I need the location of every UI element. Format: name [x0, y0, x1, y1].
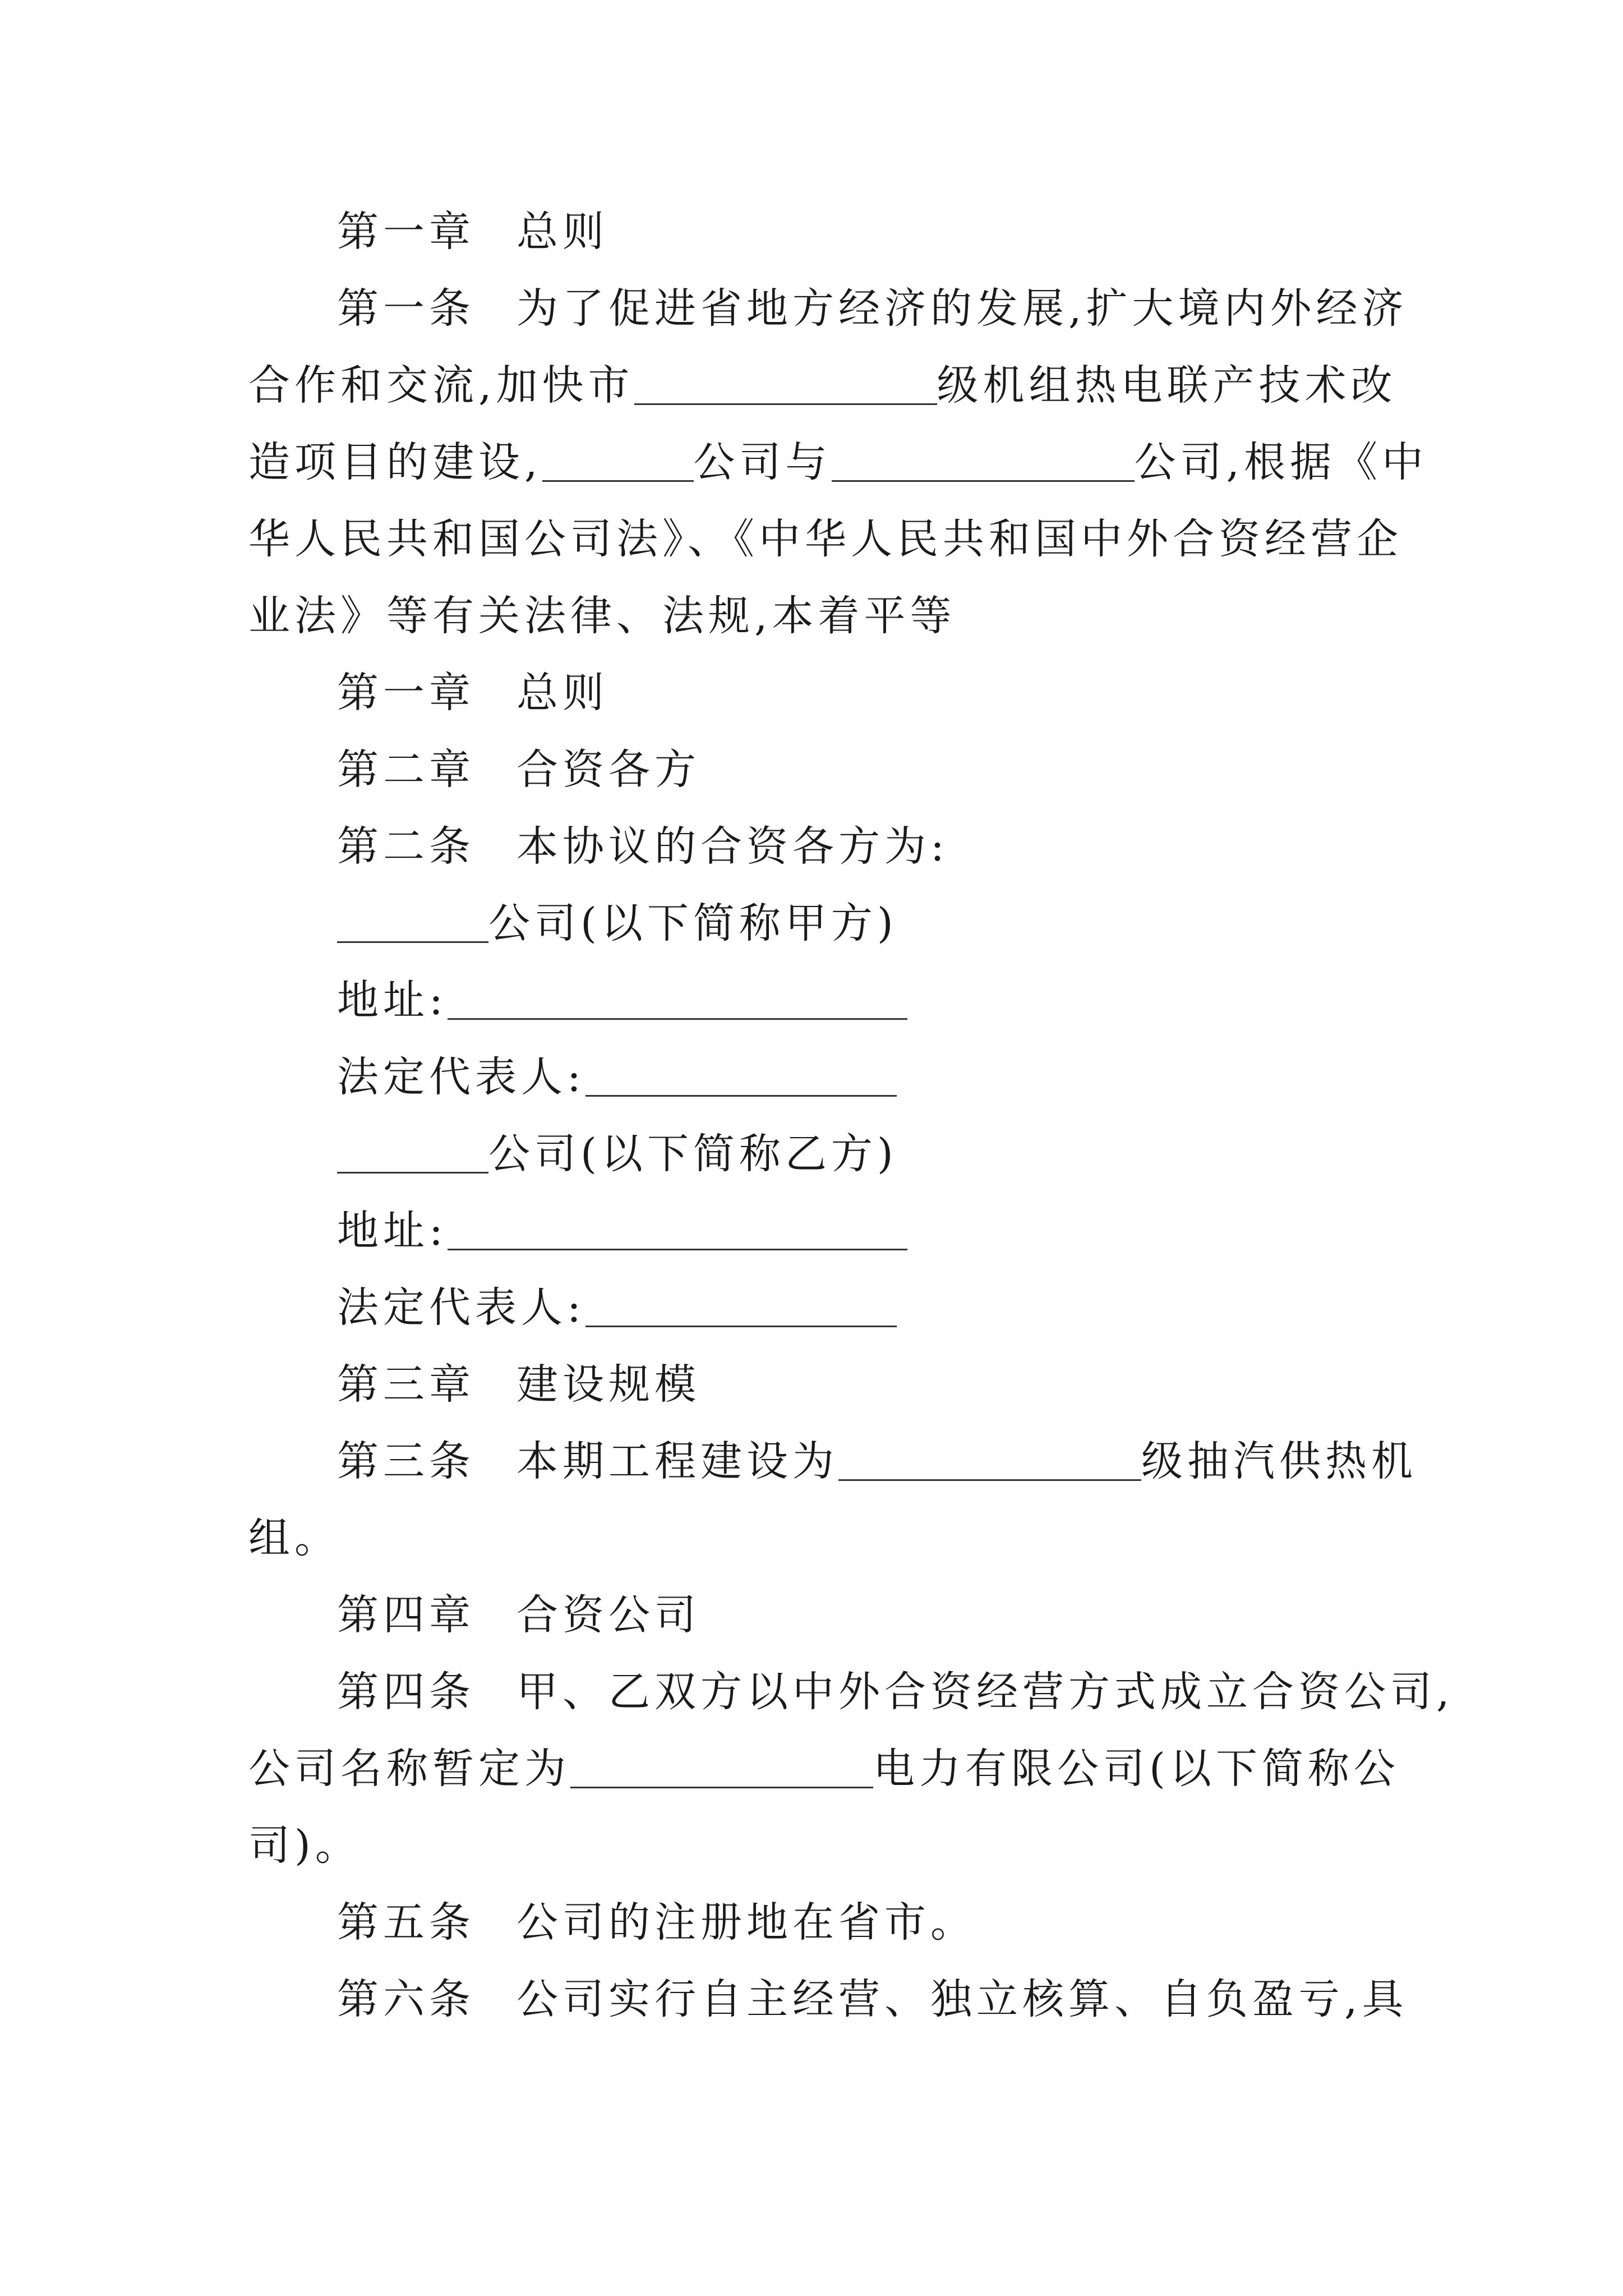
fill-blank[interactable]	[838, 1479, 1141, 1481]
article-text: 公司实行自主经营、独立核算、自负盈亏,具	[517, 1975, 1408, 2023]
chapter-1-heading	[248, 194, 1381, 270]
article-label: 第三条	[337, 1437, 475, 1485]
field-label: 法定代表人:	[337, 1053, 585, 1101]
article-1-line-4	[248, 501, 1403, 578]
article-label: 第二条	[337, 822, 475, 871]
article-3-line-1	[248, 1423, 1417, 1500]
article-text: 甲、乙双方以中外合资经营方式成立合资公司,	[517, 1668, 1454, 1716]
chapter-title: 合资公司	[517, 1591, 700, 1639]
article-label: 第六条	[337, 1975, 475, 2023]
chapter-label: 第二章	[337, 746, 475, 794]
article-text: 司)。	[248, 1821, 361, 1870]
article-text: 造项目的建设,	[248, 438, 542, 486]
party-a-name	[248, 885, 1381, 962]
article-text: 组。	[248, 1514, 340, 1562]
article-4-line-1	[248, 1654, 1454, 1731]
fill-blank[interactable]	[542, 480, 694, 482]
article-4-line-2	[248, 1731, 1400, 1807]
article-6	[248, 1961, 1408, 2038]
article-1-line-1	[248, 270, 1408, 347]
article-text: 为了促进省地方经济的发展,扩大境内外经济	[517, 284, 1408, 333]
chapter-title: 总则	[517, 208, 608, 256]
article-text: 级抽汽供热机	[1141, 1437, 1417, 1485]
article-text: 华人民共和国公司法》、《中华人民共和国中外合资经营企	[248, 515, 1403, 563]
chapter-2-heading	[248, 731, 1381, 808]
article-text: 公司的注册地在省市。	[517, 1898, 976, 1947]
article-text: 本协议的合资各方为:	[517, 822, 949, 871]
fill-blank[interactable]	[337, 941, 488, 943]
fill-blank[interactable]	[832, 480, 1135, 482]
fill-blank[interactable]	[448, 1249, 907, 1250]
chapter-label: 第三章	[337, 1360, 475, 1409]
article-2	[248, 808, 1381, 885]
article-text: 合作和交流,加快市	[248, 361, 634, 409]
party-text: 公司(以下简称甲方)	[488, 899, 898, 947]
fill-blank[interactable]	[585, 1326, 897, 1327]
fill-blank[interactable]	[448, 1018, 907, 1020]
fill-blank[interactable]	[337, 1172, 488, 1174]
chapter-1-heading-repeat	[248, 655, 1381, 731]
fill-blank[interactable]	[585, 1095, 897, 1097]
chapter-label: 第一章	[337, 669, 475, 717]
chapter-title: 建设规模	[517, 1360, 700, 1409]
article-5	[248, 1884, 1381, 1961]
party-a-address	[248, 962, 1381, 1039]
article-text: 公司名称暂定为	[248, 1745, 570, 1793]
field-label: 地址:	[337, 976, 448, 1024]
chapter-4-heading	[248, 1577, 1381, 1654]
fill-blank[interactable]	[570, 1787, 873, 1788]
chapter-title: 总则	[517, 669, 608, 717]
party-b-name	[248, 1116, 1381, 1193]
chapter-label: 第一章	[337, 208, 475, 256]
party-b-address	[248, 1193, 1381, 1269]
field-label: 地址:	[337, 1207, 448, 1255]
chapter-label: 第四章	[337, 1591, 475, 1639]
article-label: 第一条	[337, 284, 475, 333]
article-text: 电力有限公司(以下简称公	[873, 1745, 1400, 1793]
field-label: 法定代表人:	[337, 1283, 585, 1332]
chapter-3-heading	[248, 1346, 1381, 1423]
fill-blank[interactable]	[634, 403, 937, 405]
article-text: 公司与	[693, 438, 832, 486]
article-text: 级机组热电联产技术改	[937, 361, 1397, 409]
party-b-representative	[248, 1269, 1381, 1346]
chapter-title: 合资各方	[517, 746, 700, 794]
article-text: 公司,根据《中	[1134, 438, 1428, 486]
article-3-line-2	[248, 1500, 1381, 1577]
article-label: 第五条	[337, 1898, 475, 1947]
article-1-line-2	[248, 347, 1397, 424]
article-text: 业法》等有关法律、法规,本着平等	[248, 592, 956, 640]
article-label: 第四条	[337, 1668, 475, 1716]
article-text: 本期工程建设为	[517, 1437, 838, 1485]
document-body	[248, 194, 1454, 2038]
article-1-line-3	[248, 424, 1428, 501]
party-text: 公司(以下简称乙方)	[488, 1130, 898, 1178]
article-1-line-5	[248, 578, 1381, 655]
party-a-representative	[248, 1039, 1381, 1116]
article-4-line-3	[248, 1807, 1381, 1884]
